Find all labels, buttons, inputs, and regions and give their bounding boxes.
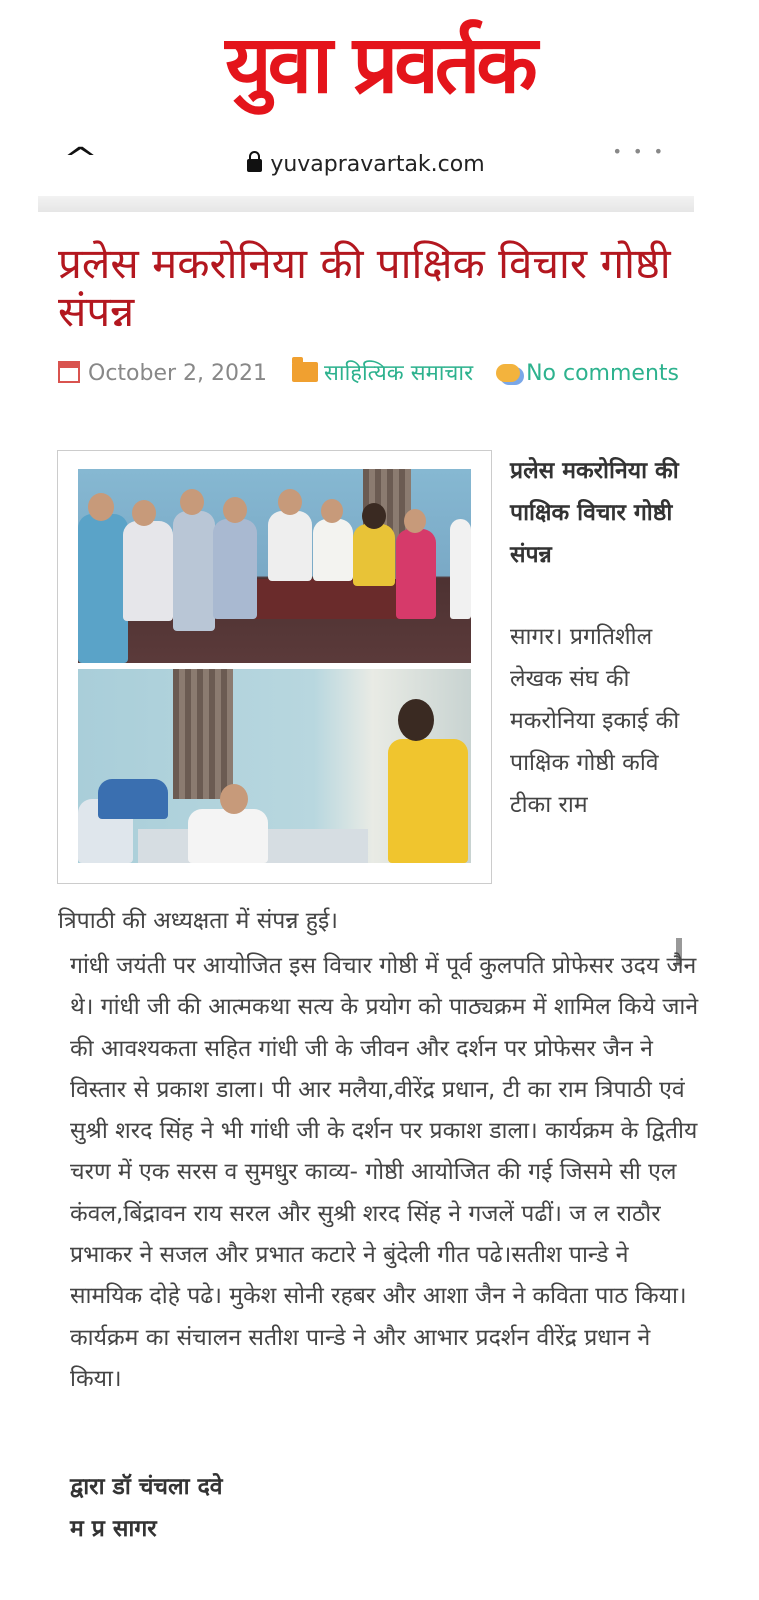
chevron-up-icon[interactable]: ^ [62,142,99,177]
browser-address-bar [38,138,694,197]
group-photo [78,469,471,663]
side-text [510,450,695,826]
article-meta [58,355,698,393]
article-image[interactable] [57,450,492,884]
url-text: yuvapravartak.com [270,152,485,177]
more-dots-icon[interactable]: • • • [612,142,666,161]
folder-icon [292,362,318,382]
header-divider [38,196,694,212]
event-photo [78,669,471,863]
article-body: गांधी जयंती पर आयोजित इस विचार गोष्ठी में पूर्व कुलपति प्रोफेसर उदय जैन थे। गांधी जी की आत्मकथा सत्य के प्रयोग को पाठ्यक्रम में शामिल किये जाने की आवश्यकता सहित गांधी जी के जीवन और दर्शन पर प्रोफेसर जैन ने विस्तार से प्रकाश डाला। पी आर मलैया,वीरेंद्र प्रधान, टी का राम त्रिपाठी एवं सुश्री शरद सिंह ने भी गांधी जी के दर्शन पर प्रकाश डाला। कार्यक्रम के द्वितीय चरण में एक सरस व सुमधुर काव्य- गोष्ठी आयोजित की गई जिसमे सी एल कंवल,बिंद्रावन राय सरल और सुश्री शरद सिंह ने गजलें पढीं। ज ल राठौर प्रभाकर ने सजल और प्रभात कटारे ने बुंदेली गीत पढे।सतीश पान्डे ने सामयिक दोहे पढे। मुकेश सोनी रहबर और आशा जैन ने कविता पाठ किया। कार्यक्रम का संचालन सतीश पान्डे ने और आभार प्रदर्शन वीरेंद्र प्रधान ने किया। [70,953,699,1392]
url-display[interactable] [38,152,694,177]
site-logo[interactable]: युवा प्रवर्तक [225,18,534,111]
calendar-icon [58,361,80,383]
post-date: October 2, 2021 [88,361,268,386]
category-link[interactable]: साहित्यिक समाचार [324,361,474,386]
signature-line-2: म प्र सागर [70,1516,157,1542]
side-heading: प्रलेस मकरोनिया की पाक्षिक विचार गोष्ठी संपन्न [510,458,679,568]
lock-icon [247,159,262,172]
paragraph-continuation: त्रिपाठी की अध्यक्षता में संपन्न हुई। [58,908,338,934]
author-signature [70,1466,670,1550]
comment-icon [496,364,520,382]
comments-link[interactable]: No comments [526,361,679,386]
side-paragraph: सागर। प्रगतिशील लेखक संघ की मकरोनिया इकाई की पाक्षिक गोष्ठी कवि टीका राम [510,624,680,818]
article-title: प्रलेस मकरोनिया की पाक्षिक विचार गोष्ठी संपन्न [58,239,671,336]
signature-line-1: द्वारा डॉ चंचला दवे [70,1474,223,1500]
